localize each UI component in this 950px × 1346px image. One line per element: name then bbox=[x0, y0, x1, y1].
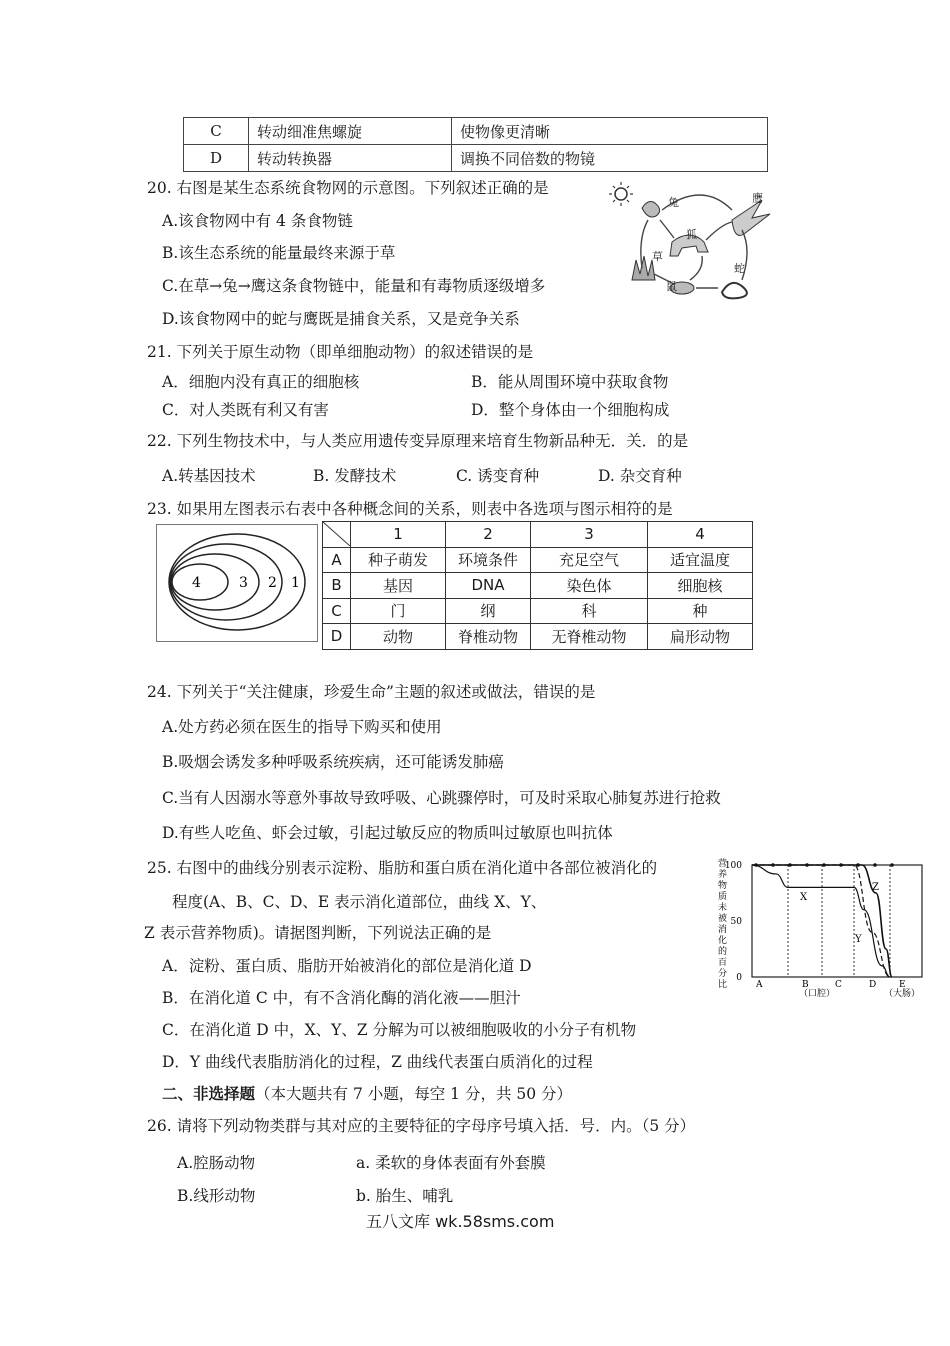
table-cell: 基因 bbox=[351, 573, 446, 599]
series-point-z bbox=[754, 863, 758, 867]
q24-option-b: B.吸烟会诱发多种呼吸系统疾病，还可能诱发肺癌 bbox=[162, 753, 504, 771]
table-cell: 种 bbox=[648, 598, 753, 624]
table-row bbox=[184, 118, 768, 145]
q21-option-b: B．能从周围环境中获取食物 bbox=[471, 373, 669, 391]
series-point-z bbox=[771, 863, 775, 867]
y-axis-label bbox=[718, 857, 727, 990]
circle-label-3: 3 bbox=[239, 575, 248, 591]
y-axis-label-char: 被 bbox=[718, 914, 728, 924]
x-sublabel-a: （口腔） bbox=[799, 989, 836, 999]
option-cell: D bbox=[184, 145, 249, 172]
header-cell: 2 bbox=[446, 522, 531, 548]
table-row bbox=[323, 598, 753, 624]
eagle-icon bbox=[732, 200, 770, 235]
section2-header bbox=[162, 1082, 572, 1104]
table-cell: 脊椎动物 bbox=[446, 624, 531, 650]
q26-stem: 26. 请将下列动物类群与其对应的主要特征的字母序号填入括．号．内。（5 分） bbox=[147, 1117, 696, 1135]
q25-option-c: C．在消化道 D 中，X、Y、Z 分解为可以被细胞吸收的小分子有机物 bbox=[162, 1021, 637, 1039]
y-axis-label-char: 营 bbox=[718, 859, 728, 869]
series-label-x: X bbox=[800, 892, 808, 903]
series-point-z bbox=[805, 863, 809, 867]
option-cell: C bbox=[184, 118, 249, 145]
y-axis-label-char: 物 bbox=[718, 881, 728, 891]
table-cell: 适宜温度 bbox=[648, 547, 753, 573]
table-header-row bbox=[323, 522, 753, 548]
x-tick-label: D bbox=[869, 980, 877, 990]
series-point-z bbox=[873, 863, 877, 867]
x-tick-label: B bbox=[802, 980, 809, 990]
q24-stem: 24. 下列关于“关注健康，珍爱生命”主题的叙述或做法，错误的是 bbox=[147, 683, 596, 701]
q25-stem-line2: 程度(A、B、C、D、E 表示消化道部位，曲线 X、Y、 bbox=[172, 893, 547, 911]
corner-cell bbox=[323, 522, 351, 548]
q20-stem: 20. 右图是某生态系统食物网的示意图。下列叙述正确的是 bbox=[147, 179, 549, 197]
q21-stem: 21. 下列关于原生动物（即单细胞动物）的叙述错误的是 bbox=[147, 343, 534, 361]
label-fox: 狐 bbox=[686, 228, 697, 241]
q24-option-c: C.当有人因溺水等意外事故导致呼吸、心跳骤停时，可及时采取心肺复苏进行抢救 bbox=[162, 789, 721, 807]
sun-rays bbox=[609, 182, 633, 206]
q22-option-d: D. 杂交育种 bbox=[598, 467, 682, 485]
q24-option-d: D.有些人吃鱼、虾会过敏，引起过敏反应的物质叫过敏原也叫抗体 bbox=[162, 824, 613, 842]
q26-left-a: A.腔肠动物 bbox=[177, 1154, 256, 1172]
section2-note: （本大题共有 7 小题，每空 1 分，共 50 分） bbox=[255, 1085, 573, 1103]
y-axis-label-char: 质 bbox=[718, 892, 728, 902]
q22-option-b: B. 发酵技术 bbox=[313, 467, 397, 485]
q20-option-d: D.该食物网中的蛇与鹰既是捕食关系，又是竞争关系 bbox=[162, 310, 520, 328]
x-tick-label: E bbox=[899, 980, 906, 990]
table-cell: 动物 bbox=[351, 624, 446, 650]
q21-option-d: D．整个身体由一个细胞构成 bbox=[471, 401, 670, 419]
sun-icon bbox=[615, 188, 627, 200]
q25-stem-line3: Z 表示营养物质)。请据图判断，下列说法正确的是 bbox=[144, 924, 492, 942]
concept-circles-figure bbox=[156, 524, 318, 642]
row-label: B bbox=[323, 573, 351, 599]
q21-option-a: A．细胞内没有真正的细胞核 bbox=[162, 373, 360, 391]
y-axis-label-char: 的 bbox=[718, 947, 728, 957]
plot-frame bbox=[752, 865, 922, 977]
series-point-z bbox=[839, 863, 843, 867]
table-cell: 扁形动物 bbox=[648, 624, 753, 650]
y-axis-label-char: 比 bbox=[718, 980, 728, 990]
result-cell: 使物像更清晰 bbox=[452, 118, 768, 145]
operation-cell: 转动转换器 bbox=[249, 145, 452, 172]
table-cell: DNA bbox=[446, 573, 531, 599]
q22-option-a: A.转基因技术 bbox=[162, 467, 256, 485]
series-point-z bbox=[856, 863, 860, 867]
x-tick-label: C bbox=[835, 980, 842, 990]
snake-icon bbox=[722, 283, 747, 299]
circle-1 bbox=[169, 534, 305, 630]
circle-label-1: 1 bbox=[291, 575, 300, 591]
table-row bbox=[184, 145, 768, 172]
y-axis-label-char: 分 bbox=[718, 969, 728, 979]
q25-option-b: B．在消化道 C 中，有不含消化酶的消化液——胆汁 bbox=[162, 989, 521, 1007]
header-cell: 1 bbox=[351, 522, 446, 548]
series-label-y: Y bbox=[855, 934, 862, 945]
section2-title: 二、非选择题 bbox=[162, 1085, 256, 1103]
q26-right-b: b. 胎生、哺乳 bbox=[356, 1187, 454, 1205]
rabbit-icon bbox=[642, 201, 660, 217]
q20-option-c: C.在草→兔→鹰这条食物链中，能量和有毒物质逐级增多 bbox=[162, 277, 546, 295]
q20-option-b: B.该生态系统的能量最终来源于草 bbox=[162, 244, 396, 262]
operation-cell: 转动细准焦螺旋 bbox=[249, 118, 452, 145]
table-cell: 种子萌发 bbox=[351, 547, 446, 573]
series-point-z bbox=[890, 863, 894, 867]
y-axis-label-char: 未 bbox=[718, 903, 728, 913]
series-point-z bbox=[788, 863, 792, 867]
q24-option-a: A.处方药必须在医生的指导下购买和使用 bbox=[162, 718, 442, 736]
table-cell: 纲 bbox=[446, 598, 531, 624]
row-label: D bbox=[323, 624, 351, 650]
table-row bbox=[323, 573, 753, 599]
food-web-figure bbox=[602, 180, 782, 308]
circle-label-4: 4 bbox=[192, 575, 201, 591]
label-eagle: 鹰 bbox=[752, 192, 763, 205]
y-axis-label-char: 消 bbox=[718, 925, 728, 935]
table-cell: 无脊椎动物 bbox=[531, 624, 648, 650]
table-cell: 染色体 bbox=[531, 573, 648, 599]
row-label: A bbox=[323, 547, 351, 573]
table-cell: 科 bbox=[531, 598, 648, 624]
y-tick-label: 0 bbox=[736, 973, 742, 983]
table-cell: 环境条件 bbox=[446, 547, 531, 573]
series-label-z: Z bbox=[872, 882, 879, 893]
header-cell: 4 bbox=[648, 522, 753, 548]
corner-diagonal bbox=[323, 522, 350, 546]
y-axis-label-char: 化 bbox=[718, 936, 728, 946]
table-cell: 充足空气 bbox=[531, 547, 648, 573]
q25-option-a: A．淀粉、蛋白质、脂肪开始被消化的部位是消化道 D bbox=[162, 957, 532, 975]
x-tick-label: A bbox=[756, 980, 763, 990]
microscope-table bbox=[183, 117, 768, 172]
q25-option-d: D．Y 曲线代表脂肪消化的过程，Z 曲线代表蛋白质消化的过程 bbox=[162, 1053, 593, 1071]
table-cell: 细胞核 bbox=[648, 573, 753, 599]
label-grass: 草 bbox=[652, 250, 663, 263]
series-point-z bbox=[822, 863, 826, 867]
table-row bbox=[323, 547, 753, 573]
y-tick-label: 100 bbox=[724, 861, 742, 871]
label-rabbit: 兔 bbox=[668, 196, 679, 209]
label-snake: 蛇 bbox=[734, 262, 745, 275]
header-cell: 3 bbox=[531, 522, 648, 548]
q22-stem: 22. 下列生物技术中，与人类应用遗传变异原理来培育生物新品种无．关．的是 bbox=[147, 432, 689, 450]
result-cell: 调换不同倍数的物镜 bbox=[452, 145, 768, 172]
q26-right-a: a. 柔软的身体表面有外套膜 bbox=[356, 1154, 546, 1172]
q25-stem-line1: 25. 右图中的曲线分别表示淀粉、脂肪和蛋白质在消化道中各部位被消化的 bbox=[147, 859, 658, 877]
digestion-chart bbox=[712, 856, 928, 1006]
y-axis-label-char: 养 bbox=[718, 870, 728, 880]
y-axis-label-char: 百 bbox=[718, 958, 728, 968]
x-sublabel-e: （大肠） bbox=[884, 989, 921, 999]
y-tick-label: 50 bbox=[730, 917, 742, 927]
circle-label-2: 2 bbox=[268, 575, 277, 591]
q23-stem: 23. 如果用左图表示右表中各种概念间的关系，则表中各选项与图示相符的是 bbox=[147, 500, 673, 518]
q26-left-b: B.线形动物 bbox=[177, 1187, 256, 1205]
q20-option-a: A.该食物网中有 4 条食物链 bbox=[162, 212, 353, 230]
label-mouse: 鼠 bbox=[666, 280, 677, 293]
row-label: C bbox=[323, 598, 351, 624]
table-row bbox=[323, 624, 753, 650]
q22-option-c: C. 诱变育种 bbox=[456, 467, 540, 485]
q21-option-c: C．对人类既有利又有害 bbox=[162, 401, 329, 419]
table-cell: 门 bbox=[351, 598, 446, 624]
concept-table bbox=[322, 521, 753, 650]
footer-watermark: 五八文库 wk.58sms.com bbox=[366, 1212, 555, 1231]
